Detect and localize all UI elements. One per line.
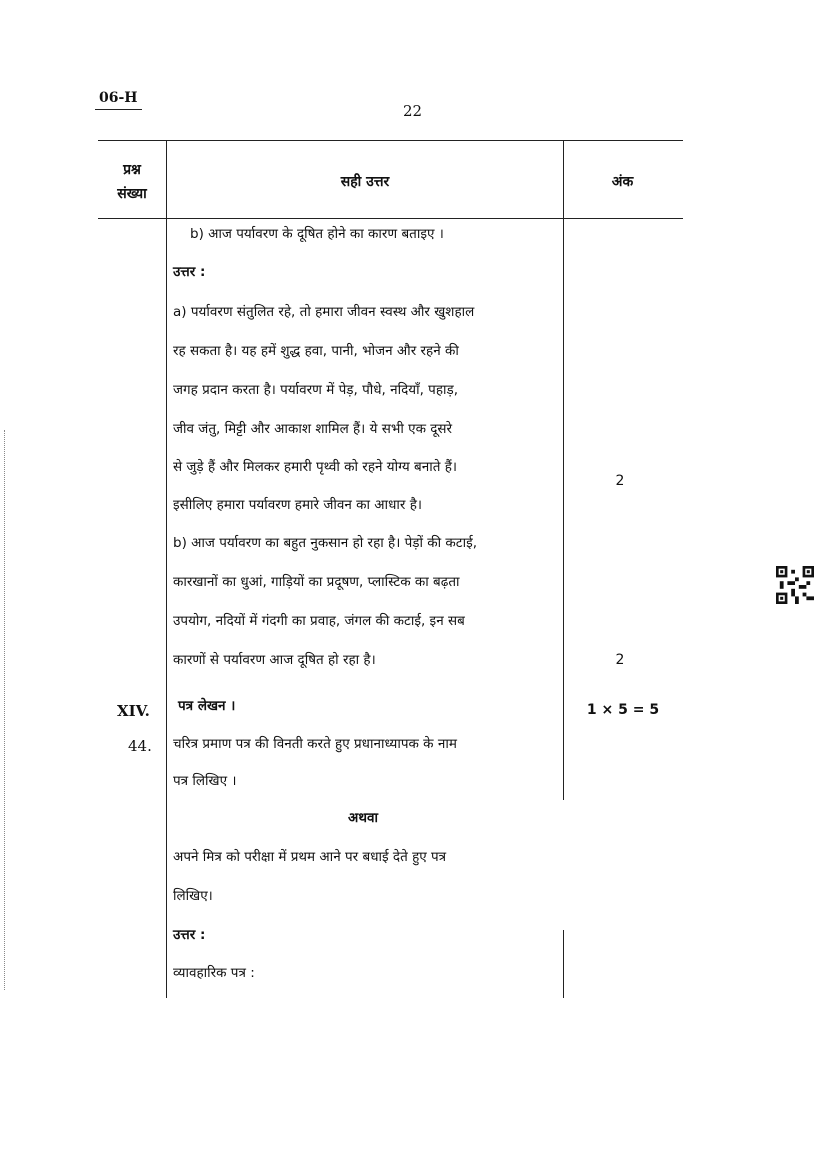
answer-label: उत्तर : (173, 264, 206, 280)
letter-writing-title: पत्र लेखन । (178, 698, 236, 714)
answer-a-line6: इसीलिए हमारा पर्यावरण हमारे जीवन का आधार है। (173, 497, 422, 513)
header-question-line2: संख्या (117, 186, 147, 202)
marks-b: 2 (615, 652, 625, 668)
qr-code-icon (776, 566, 814, 604)
question-b: b) आज पर्यावरण के दूषित होने का कारण बताइए । (190, 226, 444, 242)
column-divider-right-lower (563, 930, 564, 998)
marks-a: 2 (615, 473, 625, 489)
question-number: 44. (128, 737, 152, 755)
answer-a-line5: से जुड़े हैं और मिलकर हमारी पृथ्वी को रहने योग्य बनाते हैं। (173, 459, 457, 475)
header-marks: अंक (611, 174, 634, 190)
table-header-divider (98, 218, 683, 219)
answer-b-line3: उपयोग, नदियों में गंदगी का प्रवाह, जंगल की कटाई, इन सब (173, 613, 465, 629)
marks-letter: 1 × 5 = 5 (586, 702, 660, 718)
section-number: XIV. (117, 702, 150, 720)
letter-question-line2: पत्र लिखिए । (173, 773, 237, 789)
alt-question-line1: अपने मित्र को परीक्षा में प्रथम आने पर बधाई देते हुए पत्र (173, 849, 447, 865)
answer-a-line3: जगह प्रदान करता है। पर्यावरण में पेड़, पौधे, नदियाँ, पहाड़, (173, 382, 459, 398)
column-divider-left (166, 140, 167, 998)
answer-a-line1: a) पर्यावरण संतुलित रहे, तो हमारा जीवन स्वस्थ और खुशहाल (173, 304, 475, 320)
header-correct-answer: सही उत्तर (340, 174, 390, 190)
page-number: 22 (403, 102, 423, 120)
letter-question-line1: चरित्र प्रमाण पत्र की विनती करते हुए प्रधानाध्यापक के नाम (173, 736, 457, 752)
alt-question-line2: लिखिए। (173, 888, 213, 904)
header-question-line1: प्रश्न (123, 162, 141, 178)
answer-b-line4: कारणों से पर्यावरण आज दूषित हो रहा है। (173, 652, 376, 668)
header-question-number (100, 158, 164, 206)
answer-b-line2: कारखानों का धुआं, गाड़ियों का प्रदूषण, प्लास्टिक का बढ़ता (173, 574, 460, 590)
answer-a-line2: रह सकता है। यह हमें शुद्ध हवा, पानी, भोजन और रहने की (173, 343, 459, 359)
answer-a-line4: जीव जंतु, मिट्टी और आकाश शामिल हैं। ये सभी एक दूसरे (173, 421, 453, 437)
or-label: अथवा (348, 810, 378, 826)
answer-b-line1: b) आज पर्यावरण का बहुत नुकसान हो रहा है। पेड़ों की कटाई, (173, 535, 478, 551)
scan-margin-dots (4, 430, 7, 990)
letter-type-label: व्यावहारिक पत्र : (173, 965, 255, 981)
answer-label-2: उत्तर : (173, 927, 206, 943)
paper-code: 06-H (95, 90, 142, 110)
table-top-border (98, 140, 683, 141)
